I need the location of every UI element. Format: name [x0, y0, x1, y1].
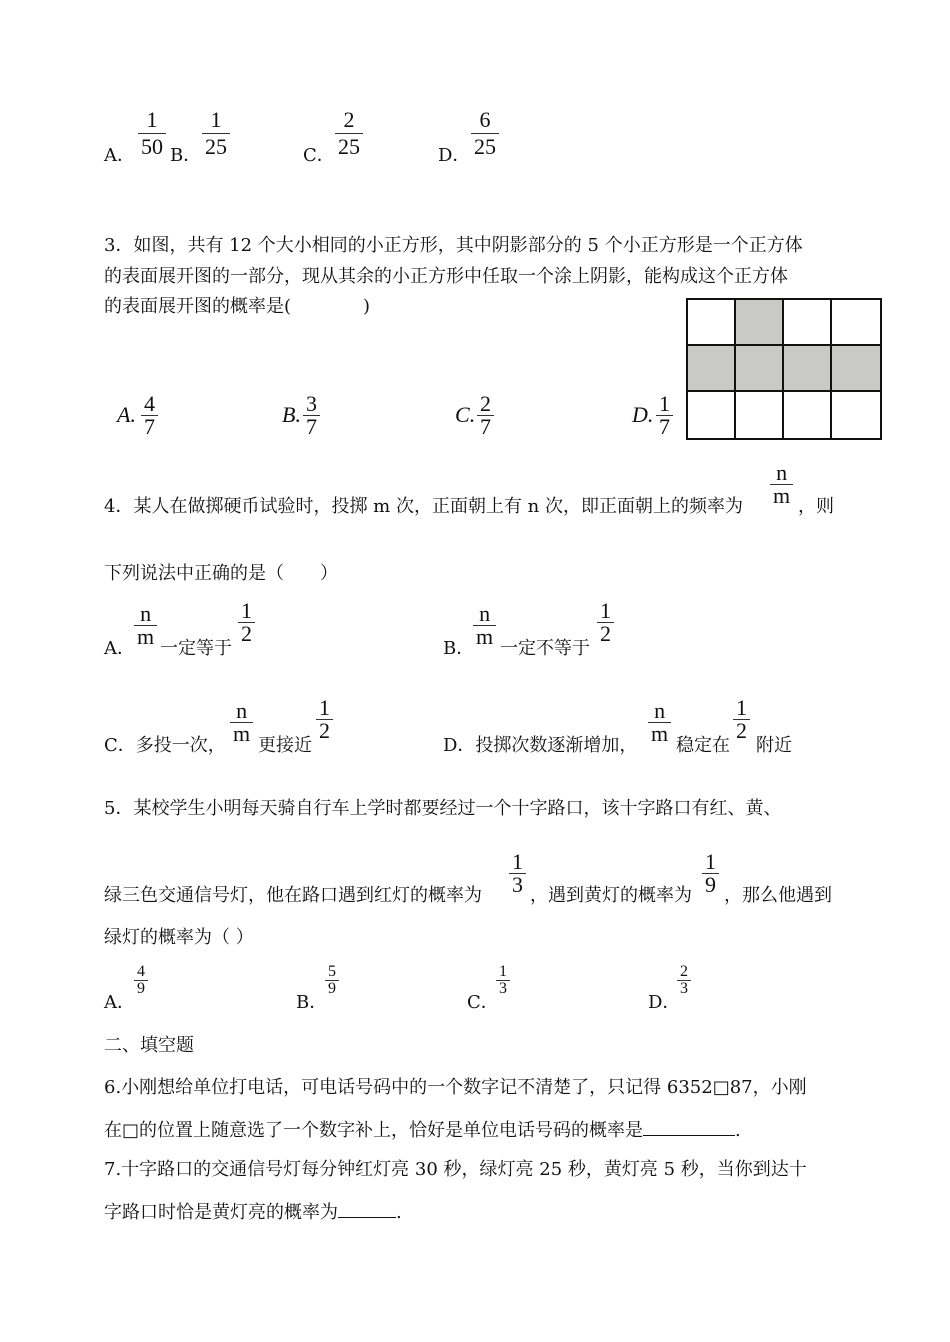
q5-option-b-label: B． — [296, 992, 328, 1013]
q2-b-num: 1 — [210, 107, 222, 132]
q4-option-d-label: D．投掷次数逐渐增加， — [443, 735, 638, 756]
q3-c-num: 2 — [480, 391, 491, 416]
q5-line-2c: ，那么他遇到 — [724, 885, 832, 906]
q7-line-2-end: . — [396, 1202, 402, 1223]
q4-option-d-suffix: 附近 — [756, 735, 792, 756]
q5-yellow-fraction — [702, 851, 719, 896]
q5-option-a-label: A． — [104, 992, 135, 1013]
q3-a-letter: A — [117, 402, 131, 427]
q2-option-c-fraction — [335, 109, 363, 158]
q5-red-fraction — [509, 851, 526, 896]
grid-cell — [832, 300, 880, 346]
q3-option-a-label: A. — [117, 402, 136, 427]
q3-option-c-label: C. — [455, 402, 476, 427]
grid-cell-shaded — [736, 300, 784, 346]
q5-line-1: 5．某校学生小明每天骑自行车上学时都要经过一个十字路口，该十字路口有红、黄、 — [104, 798, 782, 819]
q3-option-a-fraction — [141, 393, 158, 438]
q4-freq-den: m — [773, 483, 791, 508]
q4-d-half-num: 1 — [736, 695, 747, 720]
q2-option-c-label: C． — [303, 145, 335, 166]
q4-b-half-num: 1 — [600, 598, 611, 623]
q5-yellow-num: 1 — [705, 849, 716, 874]
q4-a-half-den: 2 — [241, 621, 252, 646]
q3-a-den: 7 — [144, 414, 155, 439]
q5-line-3: 绿灯的概率为（ ） — [104, 927, 254, 948]
q5-yellow-den: 9 — [705, 872, 716, 897]
q4-a-half-num: 1 — [241, 598, 252, 623]
q2-option-a-label: A． — [104, 145, 135, 166]
q4-c-half — [316, 697, 333, 742]
grid-cell — [688, 300, 736, 346]
q5-a-den: 9 — [137, 980, 145, 997]
q3-option-c-fraction — [477, 393, 494, 438]
q2-d-num: 6 — [479, 107, 491, 132]
q3-option-b-label: B. — [282, 402, 301, 427]
q4-line-1: 4．某人在做掷硬币试验时，投掷 m 次，正面朝上有 n 次，即正面朝上的频率为 — [104, 496, 743, 517]
q4-b-half — [597, 600, 614, 645]
q4-d-ratio-den: m — [651, 721, 669, 746]
q5-red-num: 1 — [512, 849, 523, 874]
q4-a-ratio-den: m — [137, 624, 155, 649]
q4-c-ratio-num: n — [236, 698, 248, 723]
q4-option-b-label: B． — [443, 638, 475, 659]
q5-b-num: 5 — [328, 963, 336, 980]
q5-line-2a: 绿三色交通信号灯，他在路口遇到红灯的概率为 — [104, 885, 482, 906]
q3-d-num: 1 — [659, 391, 670, 416]
q3-b-den: 7 — [306, 414, 317, 439]
q3-option-d-label: D. — [632, 402, 654, 427]
q4-a-ratio-num: n — [140, 601, 152, 626]
q5-option-d-fraction — [677, 964, 691, 997]
grid-cell-shaded — [784, 346, 832, 392]
q5-option-c-fraction — [496, 964, 510, 997]
q3-a-num: 4 — [144, 391, 155, 416]
q2-option-d-fraction — [471, 109, 499, 158]
q3-line-2: 的表面展开图的一部分，现从其余的小正方形中任取一个涂上阴影，能构成这个正方体 — [104, 266, 788, 287]
q2-c-num: 2 — [343, 107, 355, 132]
q4-freq-num: n — [776, 460, 788, 485]
q6-line-2-end: . — [735, 1120, 741, 1141]
grid-cell-shaded — [832, 346, 880, 392]
q4-line-2: 下列说法中正确的是（ ） — [104, 563, 338, 584]
grid-cell — [736, 392, 784, 438]
q2-option-b-fraction — [202, 109, 230, 158]
q4-a-ratio — [134, 603, 157, 648]
q2-option-b-label: B． — [170, 145, 202, 166]
q5-red-den: 3 — [512, 872, 523, 897]
q7-line-2-text: 字路口时恰是黄灯亮的概率为 — [104, 1202, 338, 1223]
q4-c-half-den: 2 — [319, 718, 330, 743]
q5-b-den: 9 — [328, 980, 336, 997]
q4-option-a-label: A． — [104, 638, 135, 659]
q6-line-2-text: 在□的位置上随意选了一个数字补上，恰好是单位电话号码的概率是 — [104, 1120, 644, 1141]
q5-option-b-fraction — [325, 964, 339, 997]
grid-cell — [784, 300, 832, 346]
q3-line-1: 3．如图，共有 12 个大小相同的小正方形，其中阴影部分的 5 个小正方形是一个正方体 — [104, 235, 803, 256]
q6-line-2 — [104, 1117, 741, 1143]
q4-b-ratio-den: m — [476, 624, 494, 649]
grid-cell — [688, 392, 736, 438]
q2-a-den: 50 — [141, 134, 163, 159]
q4-option-b-text: 一定不等于 — [500, 638, 590, 659]
q3-option-b-fraction — [303, 393, 320, 438]
q4-frequency-fraction — [770, 462, 793, 507]
q7-answer-blank[interactable] — [338, 1199, 396, 1218]
q2-c-den: 25 — [338, 134, 360, 159]
q6-line-1: 6.小刚想给单位打电话，可电话号码中的一个数字记不清楚了，只记得 6352□87，小刚 — [104, 1077, 807, 1098]
q4-d-ratio-num: n — [654, 698, 666, 723]
q5-c-num: 1 — [499, 963, 507, 980]
grid-cell — [784, 392, 832, 438]
q6-answer-blank[interactable] — [643, 1117, 735, 1136]
q4-c-half-num: 1 — [319, 695, 330, 720]
q7-line-2 — [104, 1199, 402, 1225]
q5-c-den: 3 — [499, 980, 507, 997]
grid-cell-shaded — [736, 346, 784, 392]
q4-option-c-text: 更接近 — [258, 735, 312, 756]
q4-c-ratio-den: m — [233, 721, 251, 746]
q4-b-ratio — [473, 603, 496, 648]
q4-option-a-text: 一定等于 — [160, 638, 232, 659]
q5-line-2b: ，遇到黄灯的概率为 — [530, 885, 692, 906]
section-heading: 二、填空题 — [104, 1035, 194, 1056]
q4-b-half-den: 2 — [600, 621, 611, 646]
q5-d-den: 3 — [680, 980, 688, 997]
q2-option-d-label: D． — [438, 145, 471, 166]
cube-net-grid — [686, 298, 882, 440]
q7-line-1: 7.十字路口的交通信号灯每分钟红灯亮 30 秒，绿灯亮 25 秒，黄灯亮 5 秒，当你到达十 — [104, 1159, 807, 1180]
q3-d-letter: D — [632, 402, 648, 427]
q3-line-3: 的表面展开图的概率是( ) — [104, 296, 371, 317]
grid-cell — [832, 392, 880, 438]
q3-option-d-fraction — [656, 393, 673, 438]
q4-d-ratio — [648, 700, 671, 745]
q4-option-d-text: 稳定在 — [676, 735, 730, 756]
q5-option-d-label: D． — [648, 992, 681, 1013]
q2-option-a-fraction — [138, 109, 166, 158]
q3-c-letter: C — [455, 402, 470, 427]
q5-a-num: 4 — [137, 963, 145, 980]
q5-option-c-label: C． — [467, 992, 499, 1013]
q4-option-c-label: C．多投一次， — [104, 735, 226, 756]
q2-a-num: 1 — [146, 107, 158, 132]
q3-c-den: 7 — [480, 414, 491, 439]
q3-b-num: 3 — [306, 391, 317, 416]
q4-a-half — [238, 600, 255, 645]
q2-b-den: 25 — [205, 134, 227, 159]
q4-c-ratio — [230, 700, 253, 745]
q4-d-half-den: 2 — [736, 718, 747, 743]
q5-option-a-fraction — [134, 964, 148, 997]
q2-d-den: 25 — [474, 134, 496, 159]
q3-d-den: 7 — [659, 414, 670, 439]
grid-cell-shaded — [688, 346, 736, 392]
q4-d-half — [733, 697, 750, 742]
q3-b-letter: B — [282, 402, 296, 427]
q5-d-num: 2 — [680, 963, 688, 980]
q4-b-ratio-num: n — [479, 601, 491, 626]
q4-line-1-end: ，则 — [798, 496, 834, 517]
